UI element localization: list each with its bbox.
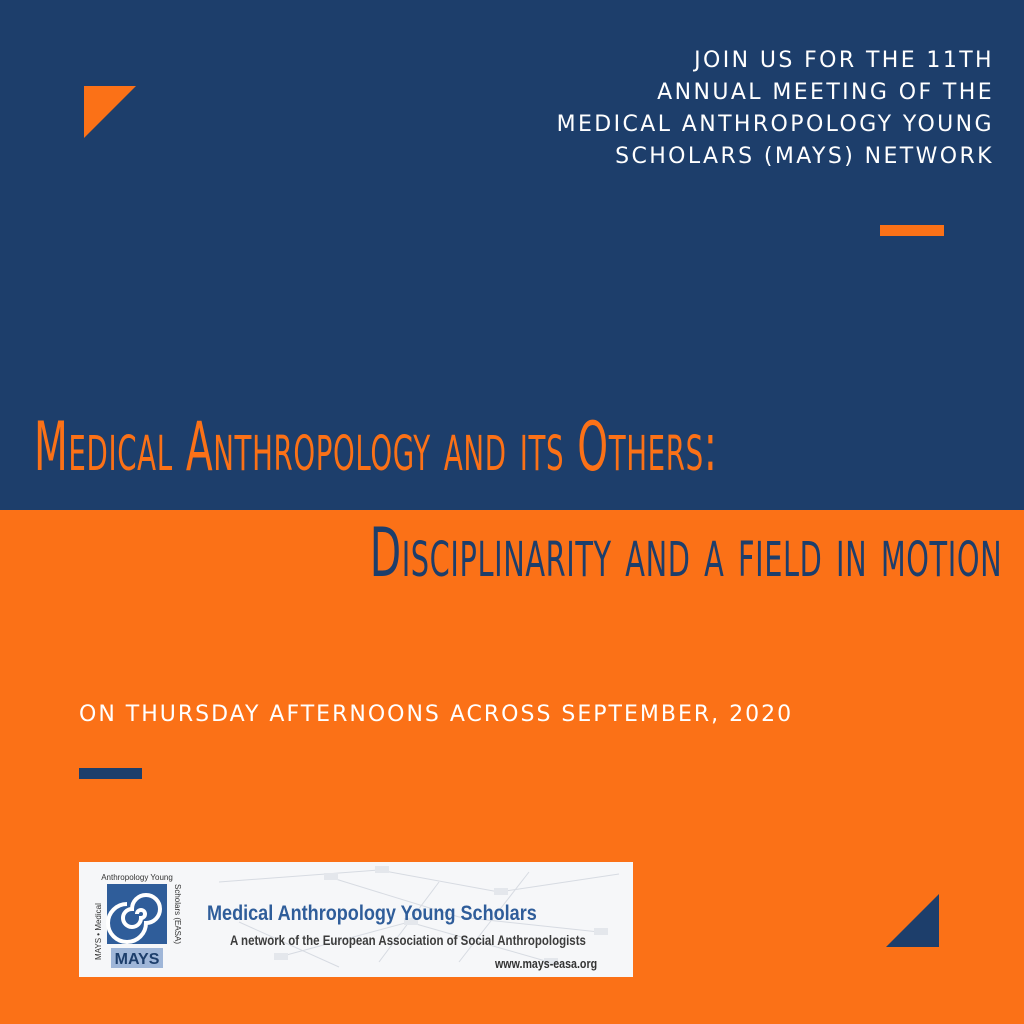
divider-dash-top bbox=[880, 225, 944, 236]
mays-badge: MAYS bbox=[114, 951, 160, 968]
logo-tagline: A network of the European Association of Social Anthropologists bbox=[230, 932, 586, 948]
mays-logo-banner bbox=[79, 862, 633, 977]
ring-text-left: MAYS • Medical bbox=[94, 903, 103, 960]
ring-text-top: Anthropology Young bbox=[101, 873, 173, 882]
intro-line-1: JOIN US FOR THE 11TH bbox=[694, 48, 994, 73]
ring-text-right: Scholars (EASA) bbox=[173, 884, 182, 945]
event-title-line-1: Medical Anthropology and its Others: bbox=[34, 408, 718, 487]
intro-line-2: ANNUAL MEETING OF THE bbox=[657, 80, 994, 105]
divider-dash-bottom bbox=[79, 768, 142, 779]
corner-triangle-bottom-right bbox=[886, 894, 939, 947]
intro-text bbox=[374, 45, 994, 173]
event-title-line-2: Disciplinarity and a field in motion bbox=[369, 514, 1002, 593]
logo-url: www.mays-easa.org bbox=[495, 956, 598, 971]
intro-line-3: MEDICAL ANTHROPOLOGY YOUNG bbox=[556, 112, 994, 137]
corner-triangle-top-left bbox=[84, 86, 136, 138]
intro-line-4: SCHOLARS (MAYS) NETWORK bbox=[615, 144, 994, 169]
logo-org-name: Medical Anthropology Young Scholars bbox=[207, 902, 537, 925]
event-date: ON THURSDAY AFTERNOONS ACROSS SEPTEMBER, 2020 bbox=[79, 702, 794, 727]
mays-spiral-emblem bbox=[83, 868, 193, 972]
